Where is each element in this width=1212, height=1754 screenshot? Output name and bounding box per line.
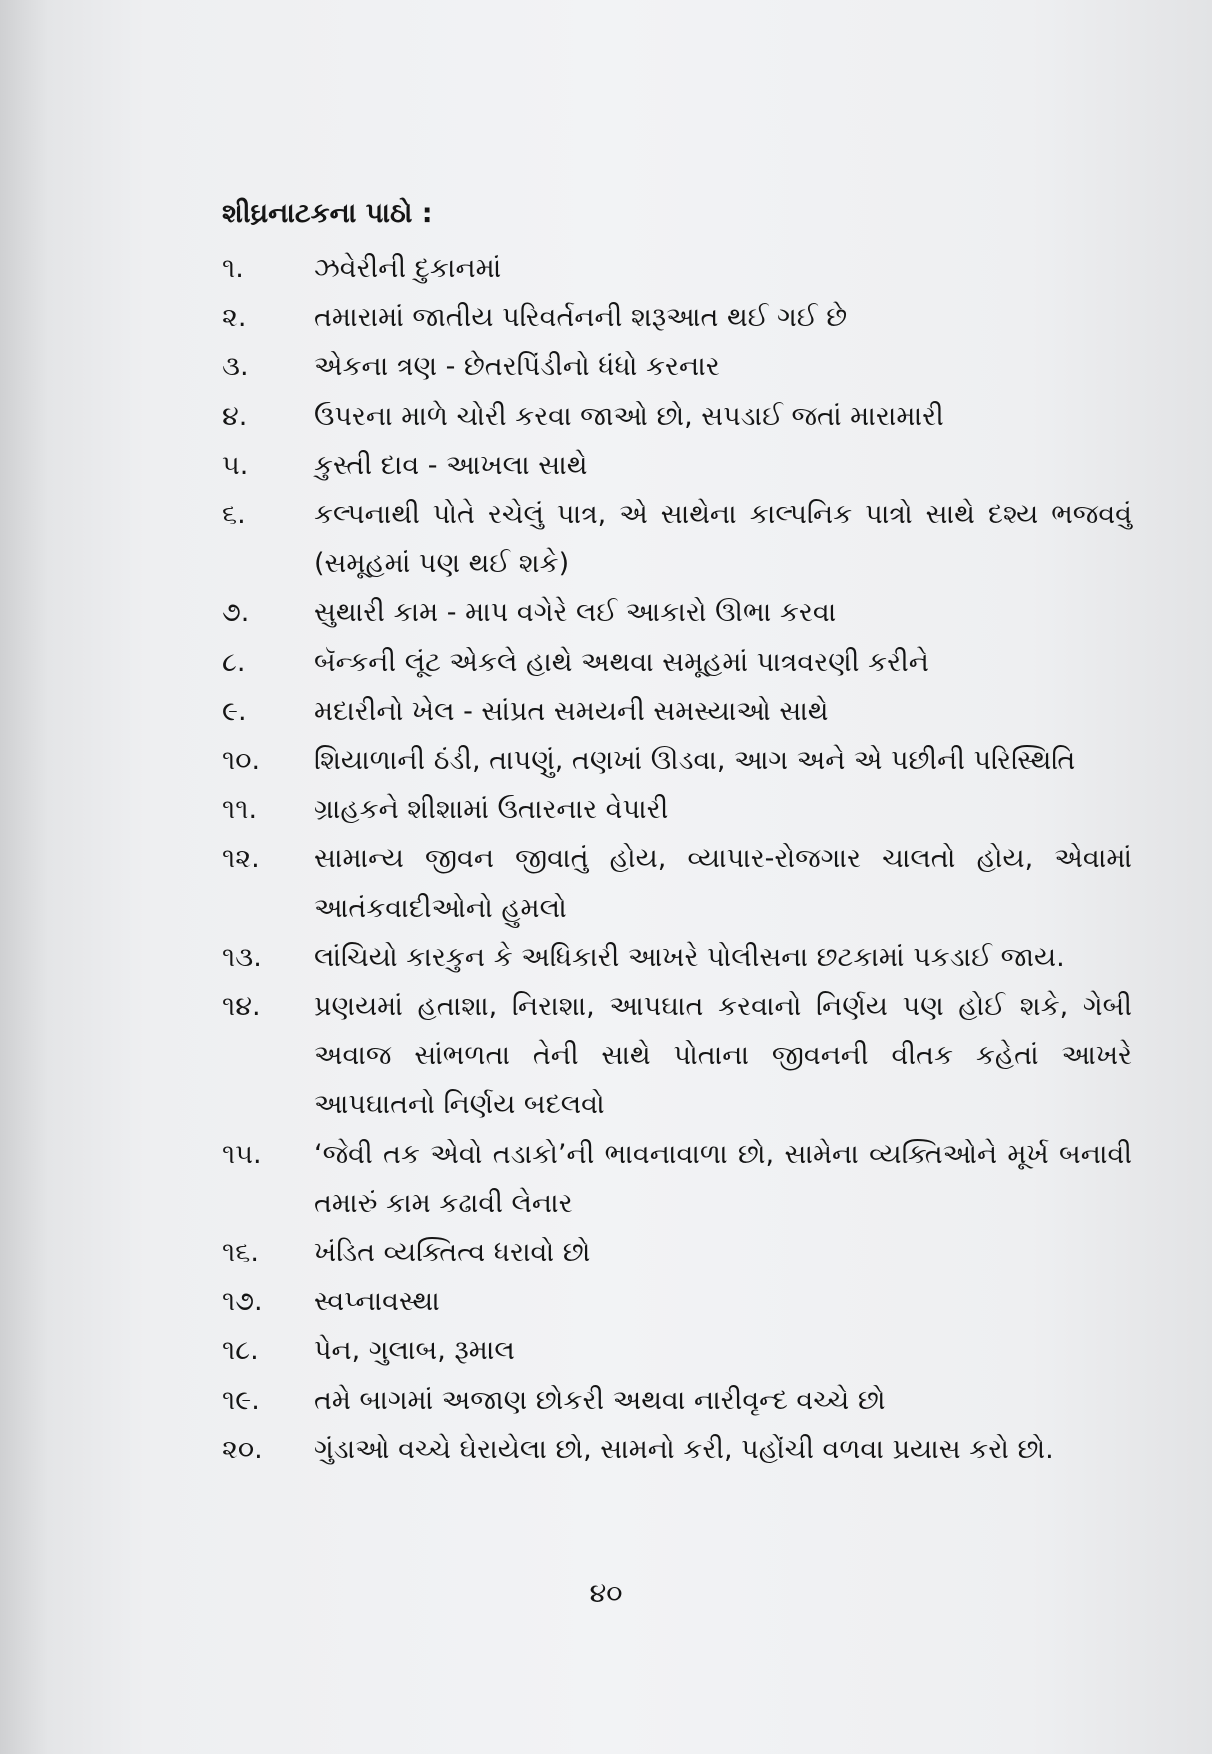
list-item-number: ૧૪.: [222, 991, 261, 1023]
list-item-number: ૯.: [222, 695, 247, 727]
list-item-text: શિયાળાની ઠંડી, તાપણું, તણખાં ઊડવા, આગ અને એ પછીની પરિસ્થિતિ: [314, 745, 1076, 777]
page-content: [222, 192, 1132, 1474]
list-item: [222, 441, 1132, 490]
list-item-text: લાંચિયો કારકુન કે અધિકારી આખરે પોલીસના છટકામાં પકડાઈ જાય.: [314, 941, 1065, 973]
list-item: [222, 933, 1132, 982]
section-heading: શીઘ્રનાટકના પાઠો :: [222, 198, 433, 229]
list-item: [222, 293, 1132, 342]
list-item-text: તમારામાં જાતીય પરિવર્તનની શરૂઆત થઈ ગઈ છે: [314, 302, 848, 334]
list-item-text: ઝવેરીની દુકાનમાં: [314, 253, 502, 284]
list-item-number: ૨.: [222, 302, 247, 334]
list-item-number: ૧૫.: [222, 1138, 262, 1170]
list-item: [222, 834, 1132, 932]
list-item: [222, 588, 1132, 637]
list-item: [222, 1228, 1132, 1277]
list-item-text: સામાન્ય જીવન જીવાતું હોય, વ્યાપાર-રોજગાર ચાલતો હોય, એવામાં આતંકવાદીઓનો હુમલો: [314, 843, 1132, 924]
list-item-text: મદારીનો ખેલ - સાંપ્રત સમયની સમસ્યાઓ સાથે: [314, 695, 829, 727]
list-item-number: ૧૯.: [222, 1384, 260, 1416]
list-item-number: ૫.: [222, 449, 249, 481]
list-item-text: પ્રણયમાં હતાશા, નિરાશા, આપઘાત કરવાનો નિર્ણય પણ હોઈ શકે, ગેબી અવાજ સાંભળતા તેની સાથે પોતાના જીવનની વીતક કહેતાં આખરે આપઘાતનો નિર્ણય બદલવો: [314, 991, 1132, 1121]
list-item: [222, 785, 1132, 834]
list-item-number: ૭.: [222, 597, 250, 629]
list-item-text: ગુંડાઓ વચ્ચે ઘેરાયેલા છો, સામનો કરી, પહોંચી વળવા પ્રયાસ કરો છો.: [314, 1433, 1054, 1465]
list-item-number: ૧૧.: [222, 794, 258, 826]
list-item-text: ગ્રાહકને શીશામાં ઉતારનાર વેપારી: [314, 794, 669, 826]
list-item: [222, 244, 1132, 293]
list-item-number: ૧.: [222, 253, 244, 284]
numbered-list: [222, 244, 1132, 1474]
list-item-text: તમે બાગમાં અજાણ છોકરી અથવા નારીવૃન્દ વચ્ચે છો: [314, 1384, 886, 1416]
list-item-number: ૩.: [222, 351, 249, 383]
list-item-number: ૧૭.: [222, 1286, 263, 1318]
list-item-number: ૧૨.: [222, 843, 260, 875]
page-number: ૪૦: [589, 1578, 623, 1609]
list-item-number: ૧૦.: [222, 745, 261, 777]
list-item-text: કલ્પનાથી પોતે રચેલું પાત્ર, એ સાથેના કાલ્પનિક પાત્રો સાથે દશ્ય ભજવવું (સમૂહમાં પણ થઈ શકે): [314, 499, 1132, 580]
list-item: [222, 342, 1132, 391]
list-item-number: ૨૦.: [222, 1433, 263, 1465]
list-item: [222, 687, 1132, 736]
list-item-number: ૧૩.: [222, 941, 262, 973]
list-item-text: ‘જેવી તક એવો તડાકો’ની ભાવનાવાળા છો, સામેના વ્યક્તિઓને મૂર્ખ બનાવી તમારું કામ કઢાવી લેનાર: [314, 1138, 1132, 1219]
list-item: [222, 638, 1132, 687]
list-item-number: ૮.: [222, 646, 246, 678]
list-item-number: ૬.: [222, 499, 246, 531]
list-item-number: ૪.: [222, 400, 248, 432]
list-item: [222, 1376, 1132, 1425]
list-item: [222, 392, 1132, 441]
list-item: [222, 1130, 1132, 1228]
list-item-text: એકના ત્રણ - છેતરપિંડીનો ધંધો કરનાર: [314, 351, 720, 383]
list-item: [222, 982, 1132, 1130]
list-item-number: ૧૬.: [222, 1237, 259, 1269]
list-item: [222, 1326, 1132, 1375]
list-item-text: સુથારી કામ - માપ વગેરે લઈ આકારો ઊભા કરવા: [314, 597, 837, 629]
list-item-text: ઉપરના માળે ચોરી કરવા જાઓ છો, સપડાઈ જતાં મારામારી: [314, 400, 944, 432]
list-item-text: પેન, ગુલાબ, રૂમાલ: [314, 1335, 515, 1367]
list-item: [222, 1277, 1132, 1326]
list-item-text: ખંડિત વ્યક્તિત્વ ધરાવો છો: [314, 1237, 591, 1269]
list-item: [222, 736, 1132, 785]
list-item-number: ૧૮.: [222, 1335, 259, 1367]
list-item-text: બૅન્કની લૂંટ એકલે હાથે અથવા સમૂહમાં પાત્રવરણી કરીને: [314, 646, 929, 678]
list-item-text: સ્વપ્નાવસ્થા: [314, 1286, 440, 1318]
list-item: [222, 490, 1132, 588]
list-item-text: કુસ્તી દાવ - આખલા સાથે: [314, 449, 588, 481]
list-item: [222, 1425, 1132, 1474]
